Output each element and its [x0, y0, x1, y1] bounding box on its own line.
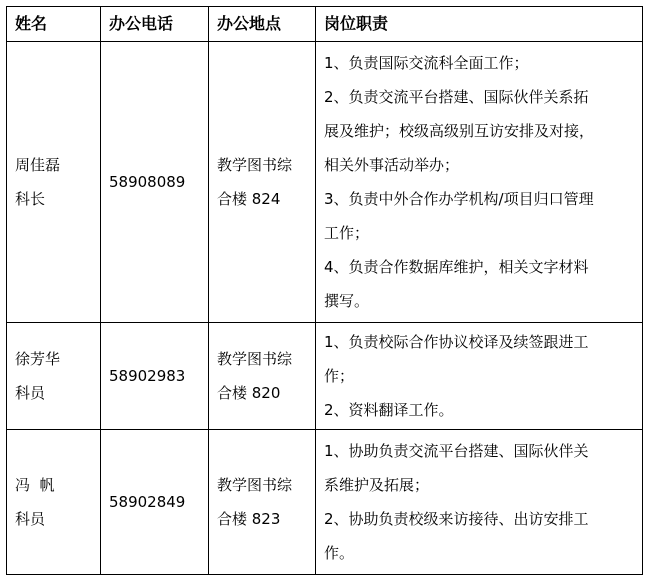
phone-cell: 58902849 [101, 430, 209, 575]
name-cell [7, 42, 101, 323]
duties-cell [316, 42, 643, 323]
duty-line: 1、负责校际合作协议校译及续签跟进工 [324, 333, 589, 351]
location-line: 合楼 824 [217, 190, 281, 208]
duty-line: 作。 [324, 544, 355, 562]
duty-line: 2、资料翻译工作。 [324, 401, 454, 419]
duty-line: 2、协助负责校级来访接待、出访安排工 [324, 510, 589, 528]
name-cell [7, 430, 101, 575]
location-cell [209, 42, 316, 323]
duty-line: 撰写。 [324, 292, 370, 310]
duties-cell [316, 430, 643, 575]
location-line: 教学图书综 [217, 156, 293, 174]
person-title: 科长 [15, 190, 46, 208]
duty-line: 作； [324, 367, 355, 385]
person-name: 冯 帆 [15, 476, 55, 494]
location-line: 教学图书综 [217, 476, 293, 494]
phone-cell: 58908089 [101, 42, 209, 323]
duty-line: 4、负责合作数据库维护，相关文字材料 [324, 258, 589, 276]
person-name: 徐芳华 [15, 350, 61, 368]
duty-line: 相关外事活动举办； [324, 156, 460, 174]
staff-table [6, 6, 643, 575]
phone-cell: 58902983 [101, 323, 209, 430]
name-cell [7, 323, 101, 430]
person-title: 科员 [15, 510, 46, 528]
duty-line: 工作； [324, 224, 370, 242]
table-header-row [7, 7, 643, 42]
person-title: 科员 [15, 384, 46, 402]
location-cell [209, 430, 316, 575]
duty-line: 1、协助负责交流平台搭建、国际伙伴关 [324, 442, 589, 460]
duty-line: 1、负责国际交流科全面工作； [324, 54, 529, 72]
table-row [7, 42, 643, 323]
location-cell [209, 323, 316, 430]
table-row [7, 323, 643, 430]
duty-line: 系维护及拓展； [324, 476, 430, 494]
header-name: 姓名 [7, 7, 101, 42]
duties-cell [316, 323, 643, 430]
table-row [7, 430, 643, 575]
person-name: 周佳磊 [15, 156, 61, 174]
header-phone: 办公电话 [101, 7, 209, 42]
header-duties: 岗位职责 [316, 7, 643, 42]
duty-line: 2、负责交流平台搭建、国际伙伴关系拓 [324, 88, 589, 106]
duty-line: 3、负责中外合作办学机构/项目归口管理 [324, 190, 594, 208]
location-line: 教学图书综 [217, 350, 293, 368]
header-location: 办公地点 [209, 7, 316, 42]
location-line: 合楼 823 [217, 510, 281, 528]
location-line: 合楼 820 [217, 384, 281, 402]
duty-line: 展及维护；校级高级别互访安排及对接， [324, 122, 595, 140]
